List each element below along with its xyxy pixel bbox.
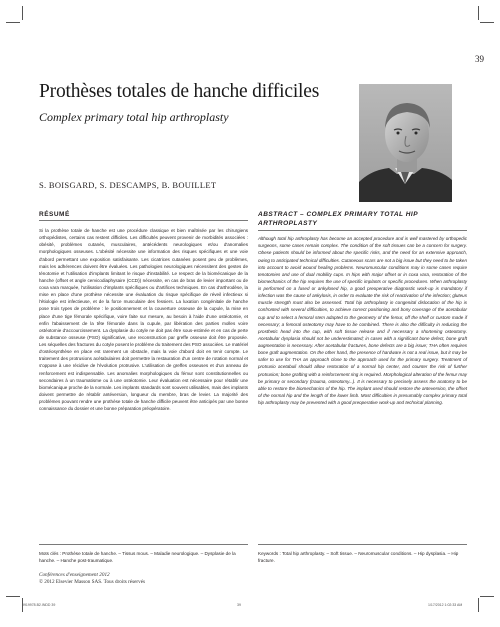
abstract-text: Although total hip arthroplasty has become an accepted procedure and is well mastered by orthopedic surgeons, some cases remain complex. The condition of the soft tissues can be a concern for surgery. Obese patients should be informed about the specific risks, and the need for an extensive approach, owing to anticipated technical difficulties. Cutaneous scars are not a big issue but they need to be taken into account to avoid wound healing problems. Neuromuscular conditions may in some cases require tenotomies and use of dual mobility cups. In hips with major offset or in coxa vara, restoration of the biomechanics of the hip requires the use of specific implants or specific procedures. When arthroplasty is performed on a fused or ankylosed hip, a good preoperative diagnostic work-up is mandatory if infection was the cause of ankylosis, in order to evaluate the risk of reactivation of the infection; gluteus muscle strength must also be assessed. Total hip arthroplasty in congenital dislocation of the hip is confronted with several difficulties, to achieve correct positioning and bony coverage of the acetabular cup and to select a femoral stem adapted to the geometry of the femur, off the shelf or custom made if necessary; a femoral osteotomy may have to be combined. There is also the difficulty in reducing the prosthetic head into the cup, with soft tissue release and if necessary a shortening osteotomy. Acetabular dysplasia should not be underestimated; in cases with a significant bone defect, bone graft augmentation is necessary. After acetabular fractures, bone defects are a big issue; THA often requires bone graft augmentation. On the other hand, the presence of hardware is not a real issue, but it may be safer to use for THA an approach close to the approach used for the primary surgery. Treatment of protrusio acetabuli should allow restoration of a normal hip center, and counter the risk of further protrusion; bone grafting with a reinforcement ring is required. Morphological alteration of the femur may be primary or secondary (trauma, osteotomy...). It is necessary to precisely assess the anatomy to be able to restore the biomechanics of the hip. The implant used should restore the anteversion, the offset of the normal hip and the length of the lower limb. Most difficulties in presumably complex primary total hip arthroplasty may be prevented with a good preoperative work-up and technical planning.: [258, 236, 468, 406]
title-block: [39, 82, 339, 125]
footnote: [39, 572, 249, 586]
footnote-conference: Conférences d'enseignement 2012: [39, 572, 110, 578]
crop-mark: [478, 598, 479, 612]
author-portrait: [359, 84, 452, 202]
footnote-copyright: © 2012 Elsevier Masson SAS. Tous droits réservés: [39, 579, 146, 585]
author-list: S. BOISGARD, S. DESCAMPS, B. BOUILLET: [39, 180, 217, 190]
slug-timestamp: 1/17/2012 1:02:33 AM: [428, 603, 463, 607]
keywords-french: [39, 544, 248, 564]
crop-mark: [478, 6, 479, 20]
keywords-english-separator: :: [279, 551, 282, 556]
slug-page: 39: [237, 603, 241, 607]
keywords-english-text: Total hip arthroplasty. – Soft tissue. – Neuromuscular conditions. – Hip dysplasia. – Hip fracture.: [258, 551, 459, 563]
resume-heading: RÉSUMÉ: [39, 211, 248, 221]
crop-mark: [480, 22, 494, 23]
crop-mark: [480, 596, 494, 597]
page-number: 39: [475, 54, 484, 64]
abstract-heading: ABSTRACT – COMPLEX PRIMARY TOTAL HIP ARTHROPLASTY: [258, 211, 467, 231]
crop-mark: [6, 596, 20, 597]
crop-mark: [22, 6, 23, 20]
resume-text: Si la prothèse totale de hanche est une procédure classique et bien maîtrisée par les chirurgiens orthopédistes, certains cas restent difficiles. Les difficultés peuvent provenir de morbidités associées : obésité, problèmes cutanés, musculaires, antécédents neurologiques et/ou d'anomalies morphologiques osseuses. L'obésité nécessite une information des risques spécifiques et une voie d'abord permettant une exposition satisfaisante. Les cicatrices cutanées posent peu de problèmes, mais les adhérences doivent être évaluées. Les pathologies neurologiques nécessitent des gestes de ténotomie et l'utilisation d'implants limitant le risque d'instabilité. Le respect de la biomécanique de la hanche (offset et angle cervicodiaphysaire (CCD)) nécessite, en cas de bras de levier important ou de coxa vara marquée, l'utilisation d'implants spécifiques ou d'artifices techniques. En cas d'arthrodèse, la mise en place d'une prothèse nécessite une évaluation du risque spécifique de réveil infectieux si l'étiologie est infectieuse, et de la force musculaire des fessiers. La luxation congénitale de hanche pose trois types de problème : le positionnement et la couverture osseuse de la cupule, la mise en place d'une tige fémorale spécifique, voire faite sur mesure, au besoin à l'aide d'une ostéotomie, et enfin l'abaissement de la tête fémorale dans la cupule, par libération des parties molles voire ostéotomie d'accourcissement. La dysplasie du cotyle ne doit pas être sous-estimée et en cas de perte de substance osseuse (PSO) significative, une reconstruction par greffe osseuse doit être proposée. Les séquelles des fractures du cotyle posent le problème du traitement des PSO associées. Le matériel d'ostéosynthèse en place est rarement un obstacle, mais la voie d'abord doit en tenir compte. Le traitement des protrusions acétabulaires doit permettre la restauration d'un centre de rotation normal et s'oppose à une récidive de l'évolution protrusive. L'utilisation de greffes osseuses et d'un anneau de renforcement est indispensable. Les anomalies morphologiques du fémur sont constitutionnelles ou secondaires à un traumatisme ou à une ostéotomie. Leur évaluation est nécessaire pour rétablir une biomécanique proche de la normale. Les implants standards sont souvent utilisables, mais des implants doivent permettre de rétablir antéversion, longueur du membre, bras de levier. La majorité des problèmes pouvant rendre une prothèse totale de hanche difficile peuvent être anticipés par une bonne connaissance du dossier et une bonne préparation préopératoire.: [39, 228, 248, 412]
resume-column: [39, 211, 248, 412]
article-title-french: Prothèses totales de hanche difficiles: [39, 81, 320, 102]
keywords-french-text: Prothèse totale de hanche. – Tissus mous. – Maladie neurologique. – Dysplasie de la hanche. – Hanche post-traumatique.: [39, 551, 236, 563]
slug-filename: 9919978.B2.INDD 39: [22, 603, 56, 607]
article-title-english: Complex primary total hip arthroplasty: [39, 110, 229, 124]
abstract-column: [258, 211, 467, 406]
keywords-french-separator: :: [59, 551, 63, 556]
keywords-english: [258, 544, 467, 564]
keywords-french-label: Mots clés: [39, 551, 59, 556]
crop-mark: [6, 22, 20, 23]
keywords-english-label: Keywords: [258, 551, 279, 556]
